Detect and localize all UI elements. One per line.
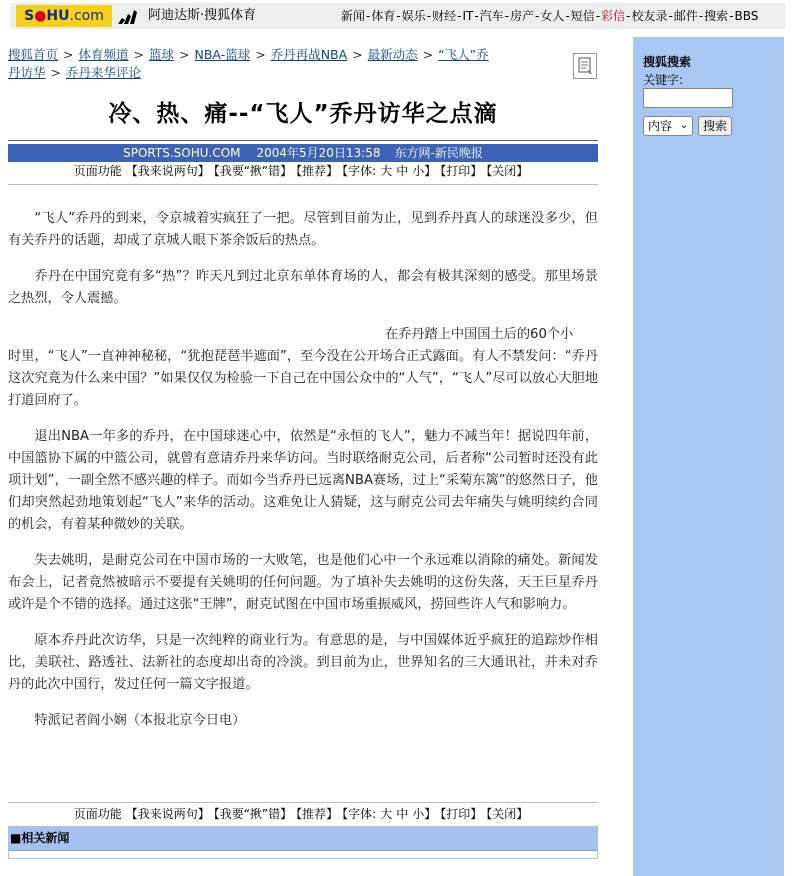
top-nav-item[interactable]: 新闻: [341, 9, 366, 23]
paragraph: 原本乔丹此次访华，只是一次纯粹的商业行为。有意思的是，与中国媒体近乎疯狂的追踪炒作相比，美联社、路透社、法新社的态度却出奇的冷淡。到目前为止，世界知名的三大通讯社，并未对乔丹的此次中国行，发过任何一篇文字报道。: [8, 633, 598, 692]
breadcrumb-separator: >: [255, 47, 266, 62]
search-type-select[interactable]: [643, 116, 693, 136]
font-medium-link[interactable]: 中: [396, 164, 409, 178]
keyword-label: 关键字:: [643, 73, 684, 87]
paragraph: 时里，“飞人”一直神神秘秘，“犹抱琵琶半遮面”，至今没在公开场合正式露面。有人不禁发问：“乔丹这次究竟为什么来中国？”如果仅仅为检验一下自己在中国公众中的“人气”，“飞人”尽可以放心大胆地打道回府了。: [8, 349, 598, 408]
nav-separator: -: [457, 9, 462, 23]
font-size-label: 【字体:: [342, 164, 377, 178]
top-nav-item[interactable]: 娱乐: [401, 9, 426, 23]
page-function-bar-top: [8, 162, 598, 180]
top-nav-item[interactable]: 汽车: [479, 9, 504, 23]
top-nav-item[interactable]: 彩信: [601, 9, 626, 23]
font-small-link[interactable]: 小】: [412, 164, 437, 178]
related-news-header: ■相关新闻: [8, 826, 598, 851]
article-info-bar: [8, 144, 598, 162]
print-page-icon[interactable]: [573, 53, 597, 79]
divider: [8, 184, 598, 185]
top-nav-item[interactable]: 校友录: [631, 9, 668, 23]
nav-separator: -: [595, 9, 601, 23]
breadcrumb-link[interactable]: 搜狐首页: [8, 47, 59, 62]
report-error-link[interactable]: 【我要“揪”错】: [213, 164, 293, 178]
font-large-link[interactable]: 大: [380, 164, 393, 178]
breadcrumb-separator: >: [133, 47, 144, 62]
logo-mid: HU: [46, 8, 70, 24]
breadcrumb-link[interactable]: 最新动态: [367, 47, 418, 62]
breadcrumb-link[interactable]: “飞人”乔丹访华: [8, 47, 489, 80]
top-nav-item[interactable]: 体育: [371, 9, 396, 23]
top-nav-item[interactable]: 邮件: [673, 9, 698, 23]
nav-separator: -: [626, 9, 631, 23]
print-link[interactable]: 【打印】: [440, 807, 483, 821]
breadcrumb: [8, 46, 498, 82]
top-nav-item[interactable]: 房产: [510, 9, 535, 23]
nav-separator: -: [474, 9, 479, 23]
paragraph: 失去姚明，是耐克公司在中国市场的一大败笔，也是他们心中一个永远难以消除的痛处。新闻发布会上，记者竟然被暗示不要提有关姚明的任何问题。为了填补失去姚明的这份失落，天王巨星乔丹或许是个不错的选择。通过这张“王牌”，耐克试图在中国市场重振威风，捞回些许人气和影响力。: [8, 553, 598, 612]
top-nav-item[interactable]: 女人: [540, 9, 565, 23]
font-medium-link[interactable]: 中: [396, 807, 409, 821]
paragraph: 退出NBA一年多的乔丹，在中国球迷心中，依然是“永恒的飞人”，魅力不减当年！据说四年前，中国篮协下属的中篮公司，就曾有意请乔丹来华访问。当时联络耐克公司，后者称“公司暂时还没有此项计划”，一副全然不感兴趣的样子。而如今当乔丹已远离NBA赛场，过上“采菊东篱”的悠然日子，他们却突然起劲地策划起“飞人”来华的活动。这难免让人猜疑，这与耐克公司去年痛失与姚明续约合同的机会，有着某种微妙的关联。: [8, 429, 598, 532]
logo-letter: S: [24, 8, 35, 24]
nav-separator: -: [426, 9, 432, 23]
top-nav-item[interactable]: 搜索: [704, 9, 729, 23]
top-nav-item[interactable]: IT: [462, 9, 474, 23]
print-link[interactable]: 【打印】: [440, 164, 483, 178]
nav-separator: -: [396, 9, 401, 23]
func-label: 页面功能: [73, 807, 122, 821]
font-small-link[interactable]: 小】: [412, 807, 437, 821]
top-nav: [341, 7, 758, 25]
paragraph: “飞人”乔丹的到来，令京城着实疯狂了一把。尽管到目前为止，见到乔丹真人的球迷没多少，但有关乔丹的话题，却成了京城人眼下茶余饭后的热点。: [8, 211, 598, 248]
breadcrumb-link[interactable]: 体育频道: [78, 47, 129, 62]
font-large-link[interactable]: 大: [380, 807, 393, 821]
nav-separator: -: [668, 9, 673, 23]
reporter-byline: 特派记者阎小娴（本报北京今日电）: [34, 713, 246, 728]
divider: [8, 802, 598, 803]
source-site: SPORTS.SOHU.COM: [123, 146, 241, 160]
search-input[interactable]: [643, 88, 733, 108]
publish-datetime: 2004年5月20日13:58: [256, 146, 381, 160]
sohu-logo[interactable]: S●HU.com: [16, 5, 112, 27]
page-function-bar-bottom: [8, 805, 598, 823]
breadcrumb-separator: >: [422, 47, 434, 62]
top-nav-item[interactable]: 财经: [432, 9, 457, 23]
recommend-link[interactable]: 【推荐】: [296, 164, 339, 178]
article-source: 东方网-新民晚报: [394, 146, 483, 160]
breadcrumb-link[interactable]: 乔丹来华评论: [66, 65, 142, 80]
breadcrumb-link[interactable]: 乔丹再战NBA: [270, 47, 348, 62]
top-bar: [10, 3, 785, 29]
search-button[interactable]: 搜索: [698, 116, 732, 136]
top-nav-item[interactable]: BBS: [734, 9, 759, 23]
breadcrumb-separator: >: [352, 47, 363, 62]
nav-separator: -: [535, 9, 540, 23]
paragraph: 乔丹在中国究竟有多“热”？昨天凡到过北京东单体育场的人，都会有极其深刻的感受。那里场景之热烈，令人震撼。: [8, 269, 598, 306]
logo-domain: .com: [69, 8, 104, 24]
report-error-link[interactable]: 【我要“揪”错】: [213, 807, 293, 821]
close-link[interactable]: 【关闭】: [486, 164, 529, 178]
breadcrumb-separator: >: [179, 47, 190, 62]
related-news-list: [8, 850, 598, 859]
nav-separator: -: [565, 9, 570, 23]
func-label: 页面功能: [73, 164, 122, 178]
breadcrumb-link[interactable]: 篮球: [149, 47, 175, 62]
sidebar-search: [633, 37, 784, 876]
top-nav-item[interactable]: 短信: [570, 9, 595, 23]
nav-separator: -: [366, 9, 371, 23]
comment-link[interactable]: 【我来说两句】: [125, 807, 210, 821]
article-title: 冷、热、痛--“飞人”乔丹访华之点滴: [108, 101, 498, 127]
nav-separator: -: [729, 9, 734, 23]
recommend-link[interactable]: 【推荐】: [296, 807, 339, 821]
breadcrumb-link[interactable]: NBA-篮球: [194, 47, 251, 62]
divider: [8, 140, 598, 141]
search-type-value: 内容: [648, 119, 673, 133]
font-size-label: 【字体:: [342, 807, 377, 821]
nav-separator: -: [698, 9, 704, 23]
close-link[interactable]: 【关闭】: [486, 807, 529, 821]
paragraph: 在乔丹踏上中国国土后的60个小: [385, 327, 574, 342]
adidas-logo-icon[interactable]: [116, 8, 140, 24]
article-body: [8, 208, 598, 746]
breadcrumb-separator: >: [50, 65, 61, 80]
partner-title[interactable]: 阿迪达斯·搜狐体育: [148, 8, 257, 23]
breadcrumb-separator: >: [63, 47, 74, 62]
search-title: 搜狐搜索: [643, 55, 692, 69]
nav-separator: -: [504, 9, 510, 23]
comment-link[interactable]: 【我来说两句】: [125, 164, 210, 178]
chevron-down-icon: ⌄: [679, 120, 688, 131]
